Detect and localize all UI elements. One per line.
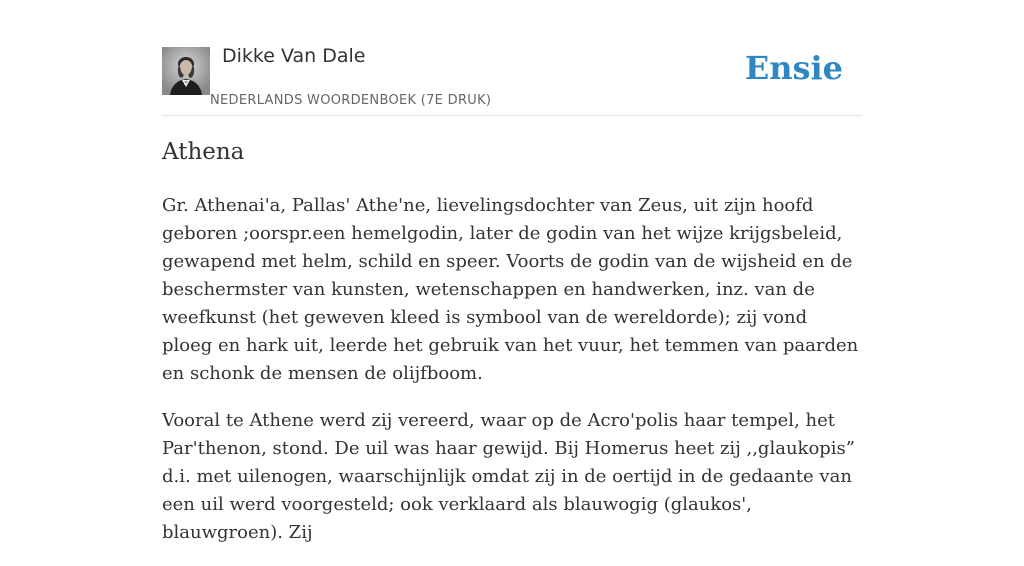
portrait-icon[interactable] (162, 47, 210, 95)
ensie-logo-link[interactable]: Ensie (744, 49, 843, 87)
author-name[interactable]: Dikke Van Dale (222, 45, 366, 67)
source-label[interactable]: NEDERLANDS WOORDENBOEK (7E DRUK) (210, 93, 492, 108)
article-body (162, 192, 862, 566)
source-header (162, 44, 862, 116)
portrait-image (162, 47, 210, 95)
paragraph-1: Gr. Athenai'a, Pallas' Athe'ne, lievelingsdochter van Zeus, uit zijn hoofd geboren ;oorspr.een hemelgodin, later de godin van het wijze krijgsbeleid, gewapend met helm, schild en speer. Voorts de godin van de wijsheid en de beschermster van kunsten, wetenschappen en handwerken, inz. van de weefkunst (het geweven kleed is symbool van de wereldorde); zij vond ploeg en hark uit, leerde het gebruik van het vuur, het temmen van paarden en schonk de mensen de olijfboom. (162, 195, 859, 384)
paragraph-2: Vooral te Athene werd zij vereerd, waar op de Acro'polis haar tempel, het Par'thenon, stond. De uil was haar gewijd. Bij Homerus heet zij ,,glaukopis” d.i. met uilenogen, waarschijnlijk omdat zij in de oertijd in de gedaante van een uil werd voorgesteld; ook verklaard als blauwogig (glaukos', blauwgroen). Zij (162, 410, 855, 543)
page-title: Athena (162, 139, 245, 165)
